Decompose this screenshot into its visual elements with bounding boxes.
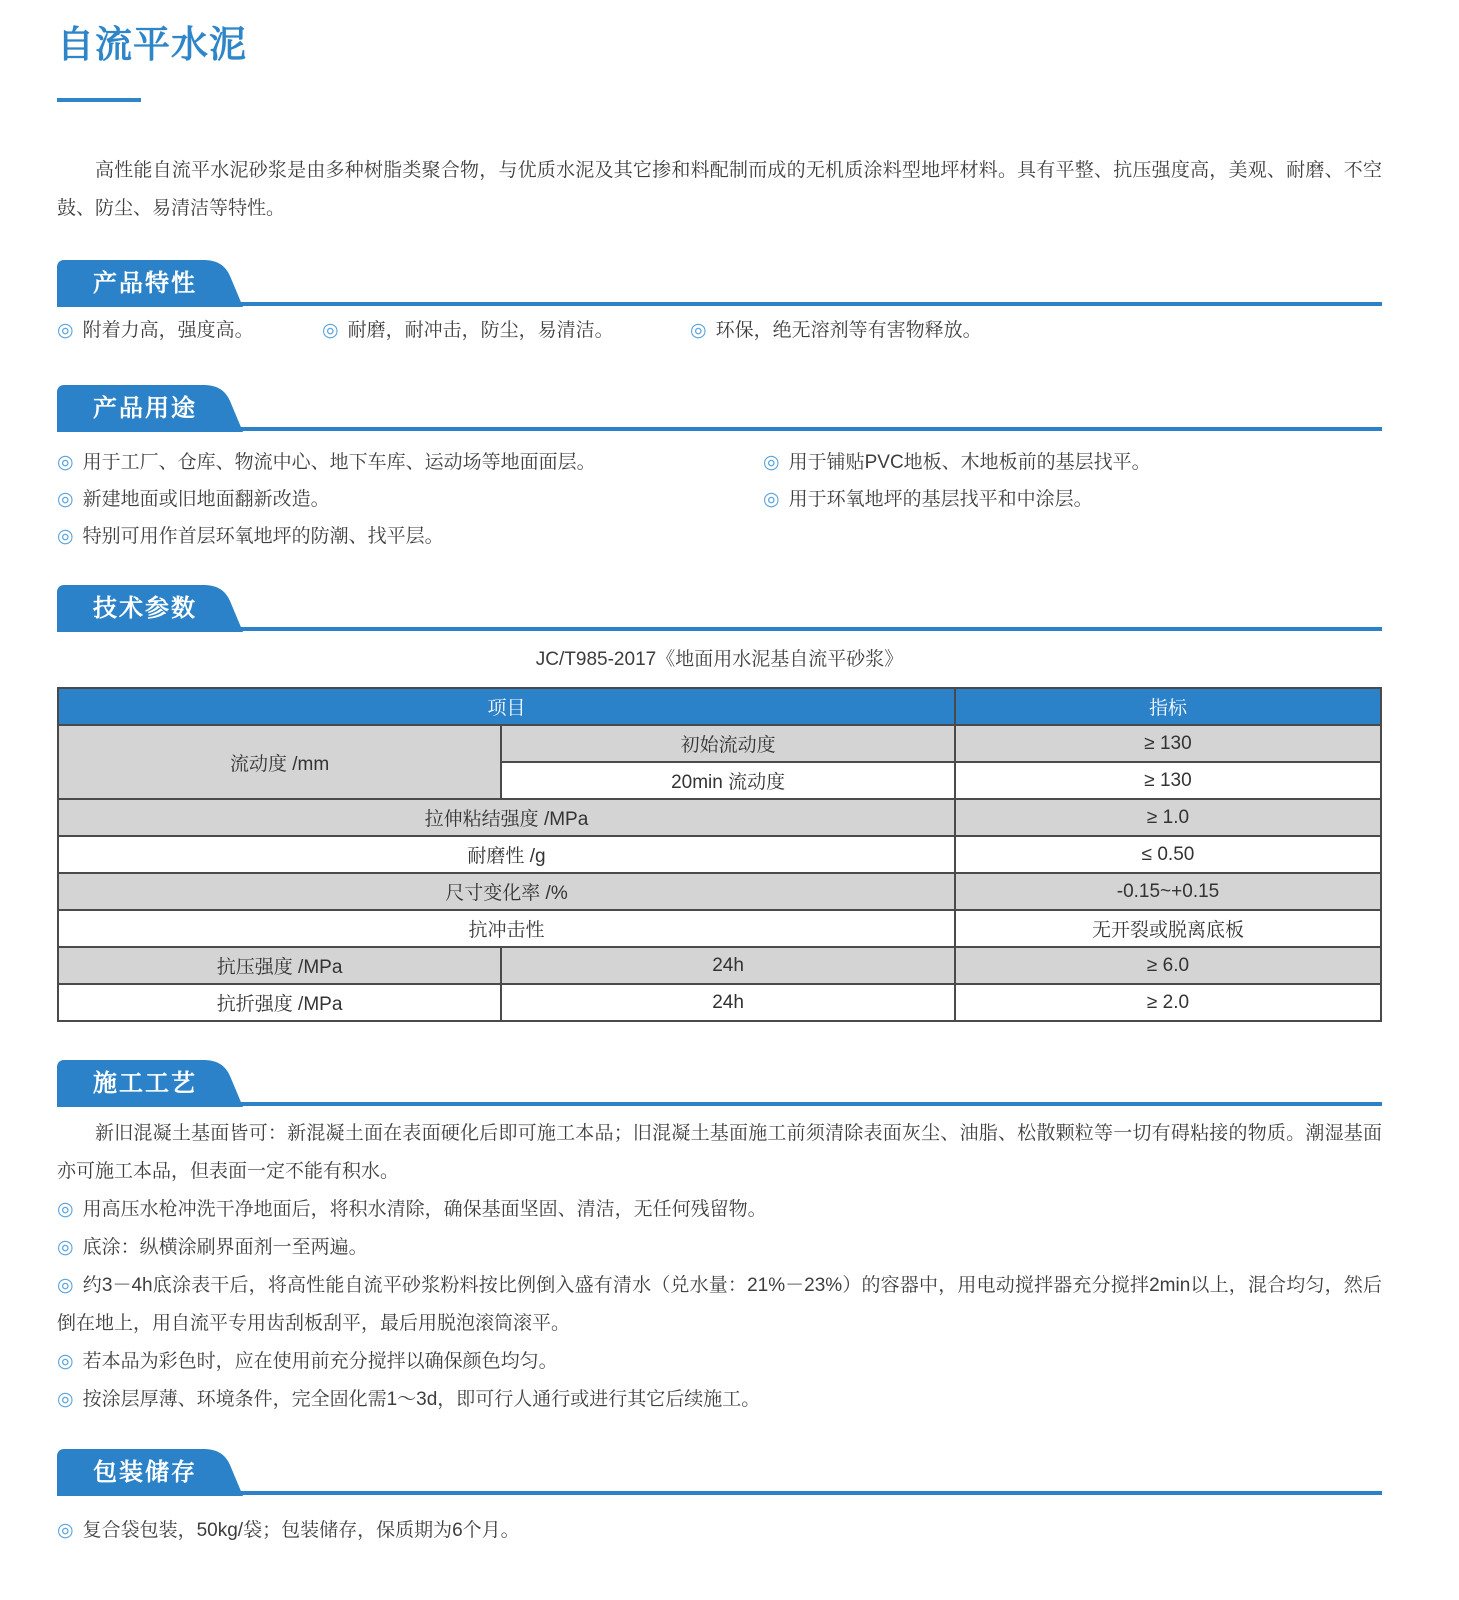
cell-dimension-value: -0.15~+0.15 [955, 873, 1381, 910]
double-ring-bullet-icon: ◎ [322, 320, 339, 341]
table-row [58, 947, 1381, 984]
spec-table [57, 687, 1382, 1022]
section-heading: 产品特性 [93, 270, 197, 297]
feature-item [322, 320, 690, 341]
packaging-section-header [57, 1449, 1382, 1496]
col-header-item: 项目 [58, 688, 955, 725]
section-uses [57, 385, 1382, 547]
standard-reference: JC/T985-2017《地面用水泥基自流平砂浆》 [535, 649, 904, 670]
process-step-text: 按涂层厚薄、环境条件，完全固化需1～3d，即可行人通行或进行其它后续施工。 [82, 1389, 761, 1410]
uses-section-header [57, 385, 1382, 432]
process-step-text: 底涂：纵横涂刷界面剂一至两遍。 [82, 1237, 368, 1258]
table-row [58, 984, 1381, 1021]
use-item-text: 新建地面或旧地面翻新改造。 [82, 489, 330, 510]
title-underline-divider [57, 98, 141, 102]
section-tab [57, 1060, 247, 1107]
section-tab [57, 1449, 247, 1496]
section-heading: 技术参数 [93, 595, 197, 622]
process-step [57, 1343, 1382, 1381]
table-row [58, 725, 1381, 762]
section-heading: 包装储存 [93, 1459, 197, 1486]
double-ring-bullet-icon: ◎ [57, 1389, 74, 1410]
double-ring-bullet-icon: ◎ [690, 320, 707, 341]
cell-flexural-label: 抗折强度 /MPa [58, 984, 501, 1021]
section-divider-line [57, 302, 1382, 306]
cell-flow-label: 流动度 /mm [58, 725, 501, 799]
process-body [57, 1115, 1382, 1419]
uses-right-column [763, 436, 1382, 547]
section-features [57, 260, 1382, 341]
double-ring-bullet-icon: ◎ [57, 489, 74, 510]
use-item [763, 489, 1382, 510]
cell-flexural-value: ≥ 2.0 [955, 984, 1381, 1021]
process-step [57, 1191, 1382, 1229]
packaging-item [57, 1520, 1382, 1541]
page-title: 自流平水泥 [57, 24, 247, 65]
use-item-text: 用于铺贴PVC地板、木地板前的基层找平。 [788, 452, 1151, 473]
intro-paragraph: 高性能自流平水泥砂浆是由多种树脂类聚合物，与优质水泥及其它掺和料配制而成的无机质涂料型地坪材料。具有平整、抗压强度高，美观、耐磨、不空鼓、防尘、易清洁等特性。 [57, 160, 1382, 219]
use-item [57, 452, 763, 473]
table-row [58, 836, 1381, 873]
process-step [57, 1267, 1382, 1343]
process-section-header [57, 1060, 1382, 1107]
features-section-header [57, 260, 1382, 307]
section-tab [57, 585, 247, 632]
packaging-item-text: 复合袋包装，50kg/袋；包装储存，保质期为6个月。 [82, 1520, 520, 1541]
double-ring-bullet-icon: ◎ [57, 452, 74, 473]
double-ring-bullet-icon: ◎ [57, 1275, 74, 1296]
cell-impact-label: 抗冲击性 [58, 910, 955, 947]
feature-item-text: 环保，绝无溶剂等有害物释放。 [715, 320, 982, 341]
process-step-text: 若本品为彩色时，应在使用前充分搅拌以确保颜色均匀。 [82, 1351, 558, 1372]
double-ring-bullet-icon: ◎ [57, 1520, 74, 1541]
section-packaging [57, 1449, 1382, 1541]
feature-item-text: 附着力高，强度高。 [82, 320, 254, 341]
double-ring-bullet-icon: ◎ [57, 320, 74, 341]
cell-compressive-value: ≥ 6.0 [955, 947, 1381, 984]
use-item [57, 526, 763, 547]
cell-flow-20min: 20min 流动度 [501, 762, 955, 799]
section-process [57, 1060, 1382, 1419]
section-divider-line [57, 427, 1382, 431]
cell-impact-value: 无开裂或脱离底板 [955, 910, 1381, 947]
table-row [58, 799, 1381, 836]
feature-item [690, 320, 1382, 341]
cell-flexural-age: 24h [501, 984, 955, 1021]
col-header-index: 指标 [955, 688, 1381, 725]
feature-item [57, 320, 322, 341]
process-intro-paragraph: 新旧混凝土基面皆可：新混凝土面在表面硬化后即可施工本品；旧混凝土基面施工前须清除表面灰尘、油脂、松散颗粒等一切有碍粘接的物质。潮湿基面亦可施工本品，但表面一定不能有积水。 [57, 1123, 1382, 1182]
cell-dimension-label: 尺寸变化率 /% [58, 873, 955, 910]
uses-list [57, 436, 1382, 547]
section-divider-line [57, 1102, 1382, 1106]
double-ring-bullet-icon: ◎ [57, 1351, 74, 1372]
cell-compressive-label: 抗压强度 /MPa [58, 947, 501, 984]
use-item [57, 489, 763, 510]
use-item-text: 用于环氧地坪的基层找平和中涂层。 [788, 489, 1093, 510]
double-ring-bullet-icon: ◎ [763, 452, 780, 473]
use-item-text: 用于工厂、仓库、物流中心、地下车库、运动场等地面面层。 [82, 452, 596, 473]
use-item [763, 452, 1382, 473]
process-step-text: 用高压水枪冲洗干净地面后，将积水清除，确保基面坚固、清洁，无任何残留物。 [82, 1199, 767, 1220]
process-step-text: 约3－4h底涂表干后，将高性能自流平砂浆粉料按比例倒入盛有清水（兑水量：21%－23%）的容器中，用电动搅拌器充分搅拌2min以上，混合均匀，然后倒在地上，用自流平专用齿刮板刮平，最后用脱泡滚筒滚平。 [57, 1275, 1382, 1334]
section-tab [57, 260, 247, 307]
double-ring-bullet-icon: ◎ [57, 526, 74, 547]
features-list [57, 320, 1382, 341]
use-item-text: 特别可用作首层环氧地坪的防潮、找平层。 [82, 526, 444, 547]
feature-item-text: 耐磨，耐冲击，防尘，易清洁。 [347, 320, 614, 341]
section-heading: 施工工艺 [93, 1070, 197, 1097]
cell-flow-initial-value: ≥ 130 [955, 725, 1381, 762]
process-step [57, 1229, 1382, 1267]
cell-abrasion-label: 耐磨性 /g [58, 836, 955, 873]
section-tab [57, 385, 247, 432]
cell-tensile-label: 拉伸粘结强度 /MPa [58, 799, 955, 836]
cell-flow-20min-value: ≥ 130 [955, 762, 1381, 799]
section-divider-line [57, 1491, 1382, 1495]
cell-abrasion-value: ≤ 0.50 [955, 836, 1381, 873]
tech-section-header [57, 585, 1382, 632]
process-step [57, 1381, 1382, 1419]
section-tech [57, 585, 1382, 1022]
cell-tensile-value: ≥ 1.0 [955, 799, 1381, 836]
table-row [58, 873, 1381, 910]
section-heading: 产品用途 [93, 395, 197, 422]
double-ring-bullet-icon: ◎ [763, 489, 780, 510]
cell-compressive-age: 24h [501, 947, 955, 984]
section-divider-line [57, 627, 1382, 631]
cell-flow-initial: 初始流动度 [501, 725, 955, 762]
uses-left-column [57, 436, 763, 547]
table-header-row [58, 688, 1381, 725]
double-ring-bullet-icon: ◎ [57, 1199, 74, 1220]
double-ring-bullet-icon: ◎ [57, 1237, 74, 1258]
table-row [58, 910, 1381, 947]
